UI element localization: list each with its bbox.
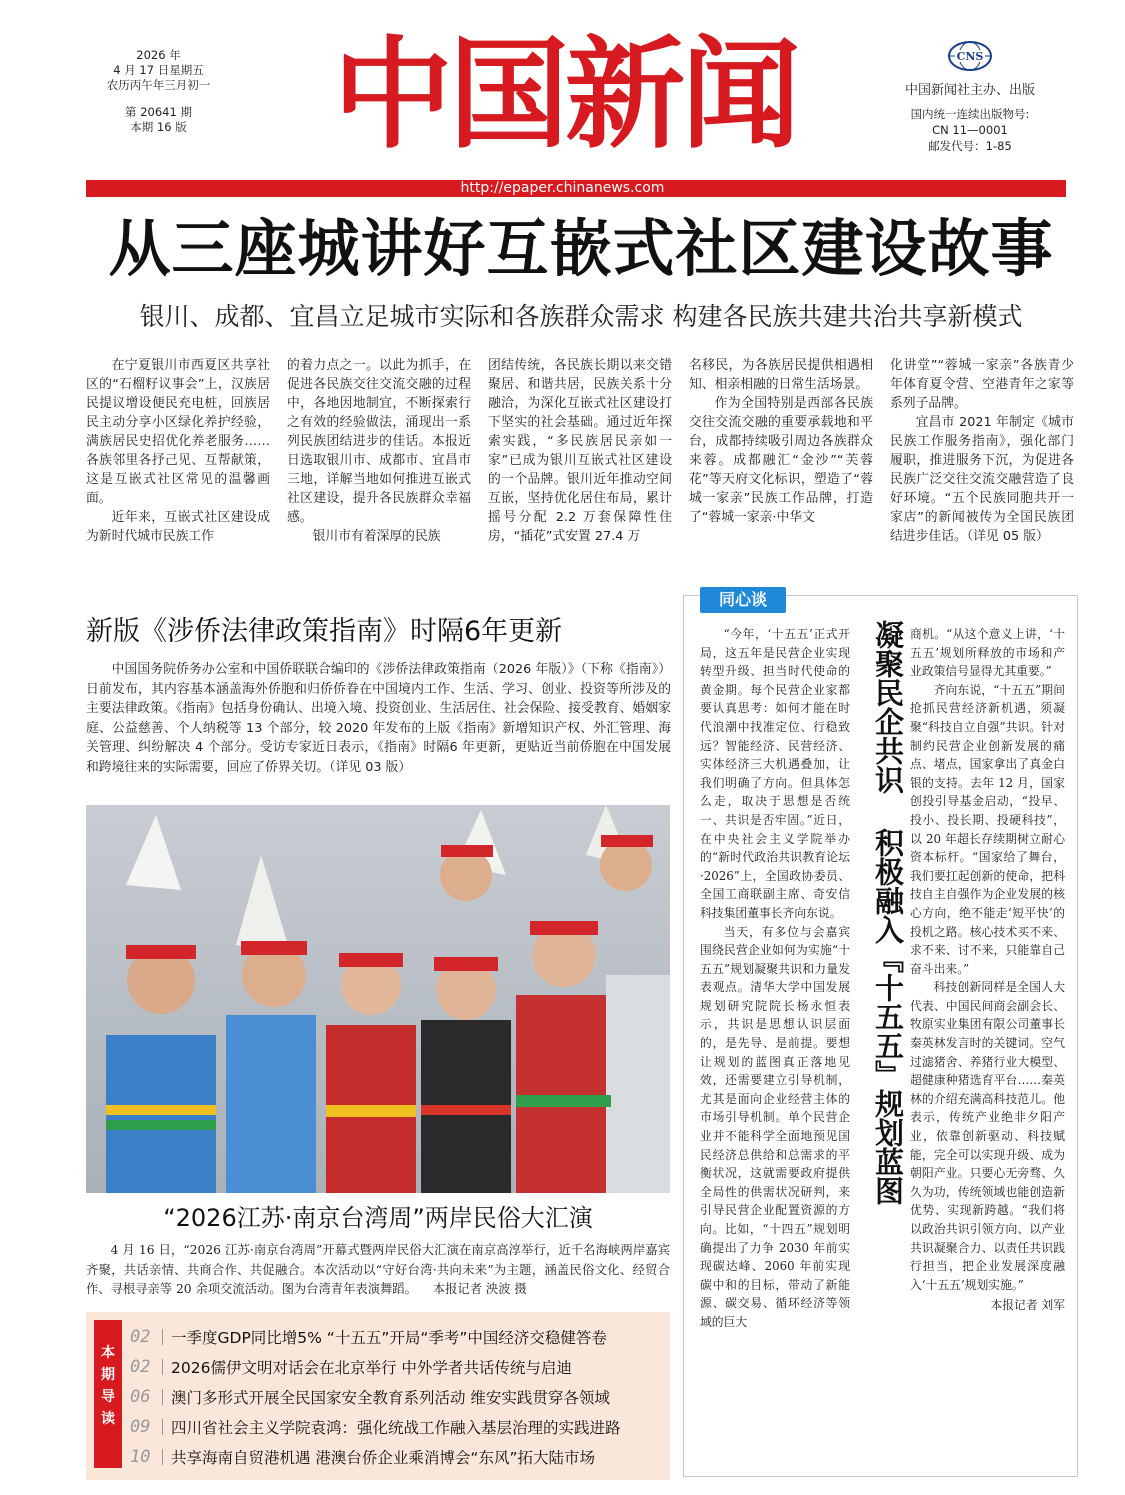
index-item-text[interactable]: 四川省社会主义学院袁鸿：强化统战工作融入基层治理的实践进路 <box>171 1419 621 1437</box>
index-item-text[interactable]: 一季度GDP同比增5% “十五五”开局“季考”中国经济交稳健答卷 <box>171 1329 607 1347</box>
paragraph: 宜昌市 2021 年制定《城市民族工作服务指南》，强化部门履职，推进服务下沉，为促进各民族广泛交往交流交融营造了良好环境。“五个民族同胞共开一家店”的新闻被传为全国民族团结进步佳话。（详见 05 版） <box>890 415 1074 544</box>
cns-logo-icon <box>947 40 993 72</box>
index-tag-char: 读 <box>101 1411 115 1427</box>
photo-caption <box>86 1241 670 1300</box>
issue-line: 本期 16 版 <box>130 120 187 134</box>
index-item[interactable] <box>130 1412 665 1442</box>
index-page-number: 09 <box>130 1417 151 1437</box>
dance-performance-photo <box>86 805 670 1193</box>
index-item[interactable] <box>130 1322 665 1352</box>
serial-line: CN 11—0001 <box>932 123 1008 137</box>
serial-line: 邮发代号：1-85 <box>928 139 1012 153</box>
index-item[interactable] <box>130 1442 665 1472</box>
feature-column-2 <box>910 625 1065 1315</box>
paragraph: 作为全国特别是西部各民族交往交流交融的重要承载地和平台，成都持续吸引周边各族群众来蓉。成都融汇“金沙”“芙蓉花”等天府文化标识，塑造了“蓉城一家亲”民族工作品牌，打造了“蓉城一家亲·中华文 <box>689 396 873 525</box>
publisher-block <box>880 40 1060 154</box>
feature-tag: 同心谈 <box>700 587 786 613</box>
index-item-text[interactable]: 2026儒伊文明对话会在北京举行 中外学者共话传统与启迪 <box>171 1359 572 1377</box>
publisher-name: 中国新闻社主办、出版 <box>904 83 1035 98</box>
feature-credit: 本报记者 刘军 <box>990 1298 1065 1313</box>
index-page-number: 02 <box>130 1327 151 1347</box>
url-text[interactable]: http://epaper.chinanews.com <box>455 180 671 196</box>
date-block <box>86 48 231 135</box>
date-line: 4 月 17 日星期五 <box>113 63 204 77</box>
index-item[interactable] <box>130 1352 665 1382</box>
index-item[interactable] <box>130 1382 665 1412</box>
paragraph: 齐向东说，“十五五”期间抢抓民营经济新机遇，须凝聚“科技自立自强”共识。针对制约民营企业创新发展的痛点、堵点，国家拿出了真金白银的支持。去年 12 月，国家创投引导基金启动，“投早、投小、投长期、投硬科技”，以 20 年超长存续期树立耐心资本标杆。“国家给了舞台，我们要扛起创新的使命，把科技自主自强作为企业发展的核心方向，绝不能走‘短平快’的投机之路。核心技术买不来、求不来、讨不来，只能靠自己奋斗出来。” <box>910 682 1065 976</box>
paragraph: 商机。“从这个意义上讲，‘十五五’规划所释放的市场和产业政策信号显得尤其重要。” <box>910 627 1065 679</box>
issue-line: 第 20641 期 <box>125 105 192 119</box>
paragraph: 银川市有着深厚的民族 <box>312 529 441 544</box>
lead-subhead: 银川、成都、宜昌立足城市实际和各族群众需求 构建各民族共建共治共享新模式 <box>139 302 1023 331</box>
paragraph: 近年来，互嵌式社区建设成为新时代城市民族工作 <box>86 510 270 544</box>
lead-headline: 从三座城讲好互嵌式社区建设故事 <box>108 212 1054 285</box>
paragraph: 在宁夏银川市西夏区共享社区的“石榴籽议事会”上，汉族居民提议增设便民充电桩，回族居民主动分享小区绿化养护经验，满族居民史招优化养老服务……各族邻里各抒己见、互帮献策，这是互嵌式社区常见的温馨画面。 <box>86 358 270 506</box>
index-item-text[interactable]: 澳门多形式开展全民国家安全教育系列活动 维安实践贯穿各领域 <box>171 1389 610 1407</box>
policy-headline: 新版《涉侨法律政策指南》时隔6年更新 <box>86 616 563 647</box>
lead-column-1 <box>86 356 270 546</box>
photo-credit: 本报记者 泱波 摄 <box>432 1282 527 1296</box>
lead-column-2 <box>287 356 471 546</box>
epaper-url[interactable] <box>0 180 1125 197</box>
caption-text: 4 月 16 日，“2026 江苏·南京台湾周”开幕式暨两岸民俗大汇演在南京高淳举行，近千名海峡两岸嘉宾齐聚，共话亲情、共商合作、共促融合。本次活动以“守好台湾·共向未来”为主题，涵盖民俗文化、经贸合作、寻根寻亲等 20 余项交流活动。图为台湾青年表演舞蹈。 <box>86 1243 670 1296</box>
index-page-number: 10 <box>130 1447 151 1467</box>
policy-body: 中国国务院侨务办公室和中国侨联联合编印的《涉侨法律政策指南（2026 年版）》（下称《指南》）日前发布，其内容基本涵盖海外侨胞和归侨侨眷在中国境内工作、生活、学习、创业、投资等所涉及的主要法律政策。《指南》包括身份确认、出境入境、投资创业、生活居住、社会保险、接受教育、婚姻家庭、公益慈善、个人纳税等 13 个部分，较 2020 年发布的上版《指南》新增知识产权、外汇管理、海关管理、纠纷解决 4 个部分。受访专家近日表示，《指南》时隔6 年更新，更贴近当前侨胞在中国发展和跨境往来的实际需要，回应了侨界关切。（详见 03 版） <box>86 662 671 775</box>
index-tag <box>94 1320 122 1468</box>
index-tag-char: 本 <box>101 1345 115 1361</box>
masthead-title: 中国新闻 <box>333 24 797 165</box>
photo-title: “2026江苏·南京台湾周”两岸民俗大汇演 <box>163 1204 593 1232</box>
paragraph: 当天，有多位与会嘉宾围绕民营企业如何为实施“十五五”规划凝聚共识和力量发表观点。清华大学中国发展规划研究院院长杨永恒表示，共识是思想认识层面的，是先导、是前提。要想让规划的蓝图真正落地见效，还需要建立引导机制，尤其是面向企业经营主体的市场引导机制。单个民营企业并不能科学全面地预见国民经济总供给和总需求的平衡状况，这就需要政府提供全局性的供需状况研判，来引导民营企业配置资源的方向。比如，“十四五”规划明确提出了力争 2030 年前实现碳达峰、2060 年前实现碳中和的目标，带动了新能源、碳交易、循环经济等领域的巨大 <box>700 924 850 1329</box>
paragraph: 团结传统，各民族长期以来交错聚居、和谐共居，民族关系十分融洽，为深化互嵌式社区建设打下坚实的社会基础。通过近年探索实践，“多民族居民亲如一家”已成为银川互嵌式社区建设的一个品牌。银川近年推动空间互嵌，坚持优化居住布局，累计摇号分配 2.2 万套保障性住房，“插花”式安置 27.4 万 <box>488 358 672 544</box>
index-tag-char: 导 <box>101 1389 115 1405</box>
paragraph: 科技创新同样是全国人大代表、中国民间商会副会长、牧原实业集团有限公司董事长秦英林发言时的关键词。空气过滤猪舍、养猪行业大模型、超健康种猪选育平台……秦英林的介绍充满高科技范儿。他表示，传统产业绝非夕阳产业，依靠创新驱动、科技赋能，完全可以实现升级、成为朝阳产业。只要心无旁骛、久久为功，传统领域也能创造新优势、实现新跨越。“我们将以政治共识引领方向、以产业共识凝聚合力、以责任共识践行担当，把企业发展深度融入‘十五五’规划实施。” <box>910 980 1065 1292</box>
paragraph: 名移民，为各族居民提供相遇相知、相亲相融的日常生活场景。 <box>689 358 873 392</box>
date-line: 农历丙午年三月初一 <box>106 78 211 92</box>
paragraph: “今年，‘十五五’正式开局，这五年是民营企业实现转型升级、担当时代使命的黄金期。每个民营企业家都要认真思考：如何才能在时代浪潮中找准定位、行稳致远？智能经济、民营经济、实体经济三大机遇叠加，让我们明确了方向。但具体怎么走，取决于思想是否统一、共识是否牢固。”近日，在中央社会主义学院举办的“新时代政治共识教育论坛·2026”上，全国政协委员、全国工商联副主席、奇安信科技集团董事长齐向东说。 <box>700 627 850 920</box>
serial-line: 国内统一连续出版物号: <box>910 107 1030 121</box>
paragraph: 的着力点之一。以此为抓手，在促进各民族交往交流交融的过程中，各地因地制宜，不断探索行之有效的经验做法，涌现出一系列民族团结进步的佳话。本报近日选取银川市、成都市、宜昌市三地，详解当地如何推进互嵌式社区建设，提升各民族群众幸福感。 <box>287 358 471 525</box>
lead-column-4 <box>689 356 873 527</box>
paragraph: 化讲堂”“蓉城一家亲”各族青少年体育夏令营、空港青年之家等系列子品牌。 <box>890 358 1074 411</box>
lead-column-3 <box>488 356 672 546</box>
index-page-number: 02 <box>130 1357 151 1377</box>
lead-column-5 <box>890 356 1074 546</box>
date-line: 2026 年 <box>136 48 181 62</box>
feature-column-1 <box>700 625 850 1332</box>
index-item-text[interactable]: 共享海南自贸港机遇 港澳台侨企业乘消博会“东风”拓大陆市场 <box>171 1449 595 1467</box>
index-page-number: 06 <box>130 1387 151 1407</box>
cns-logo-text: CNS <box>956 50 984 63</box>
index-tag-char: 期 <box>101 1367 115 1383</box>
feature-headline: 凝聚民企共识 积极融入『十五五』规划蓝图 <box>871 620 905 1205</box>
